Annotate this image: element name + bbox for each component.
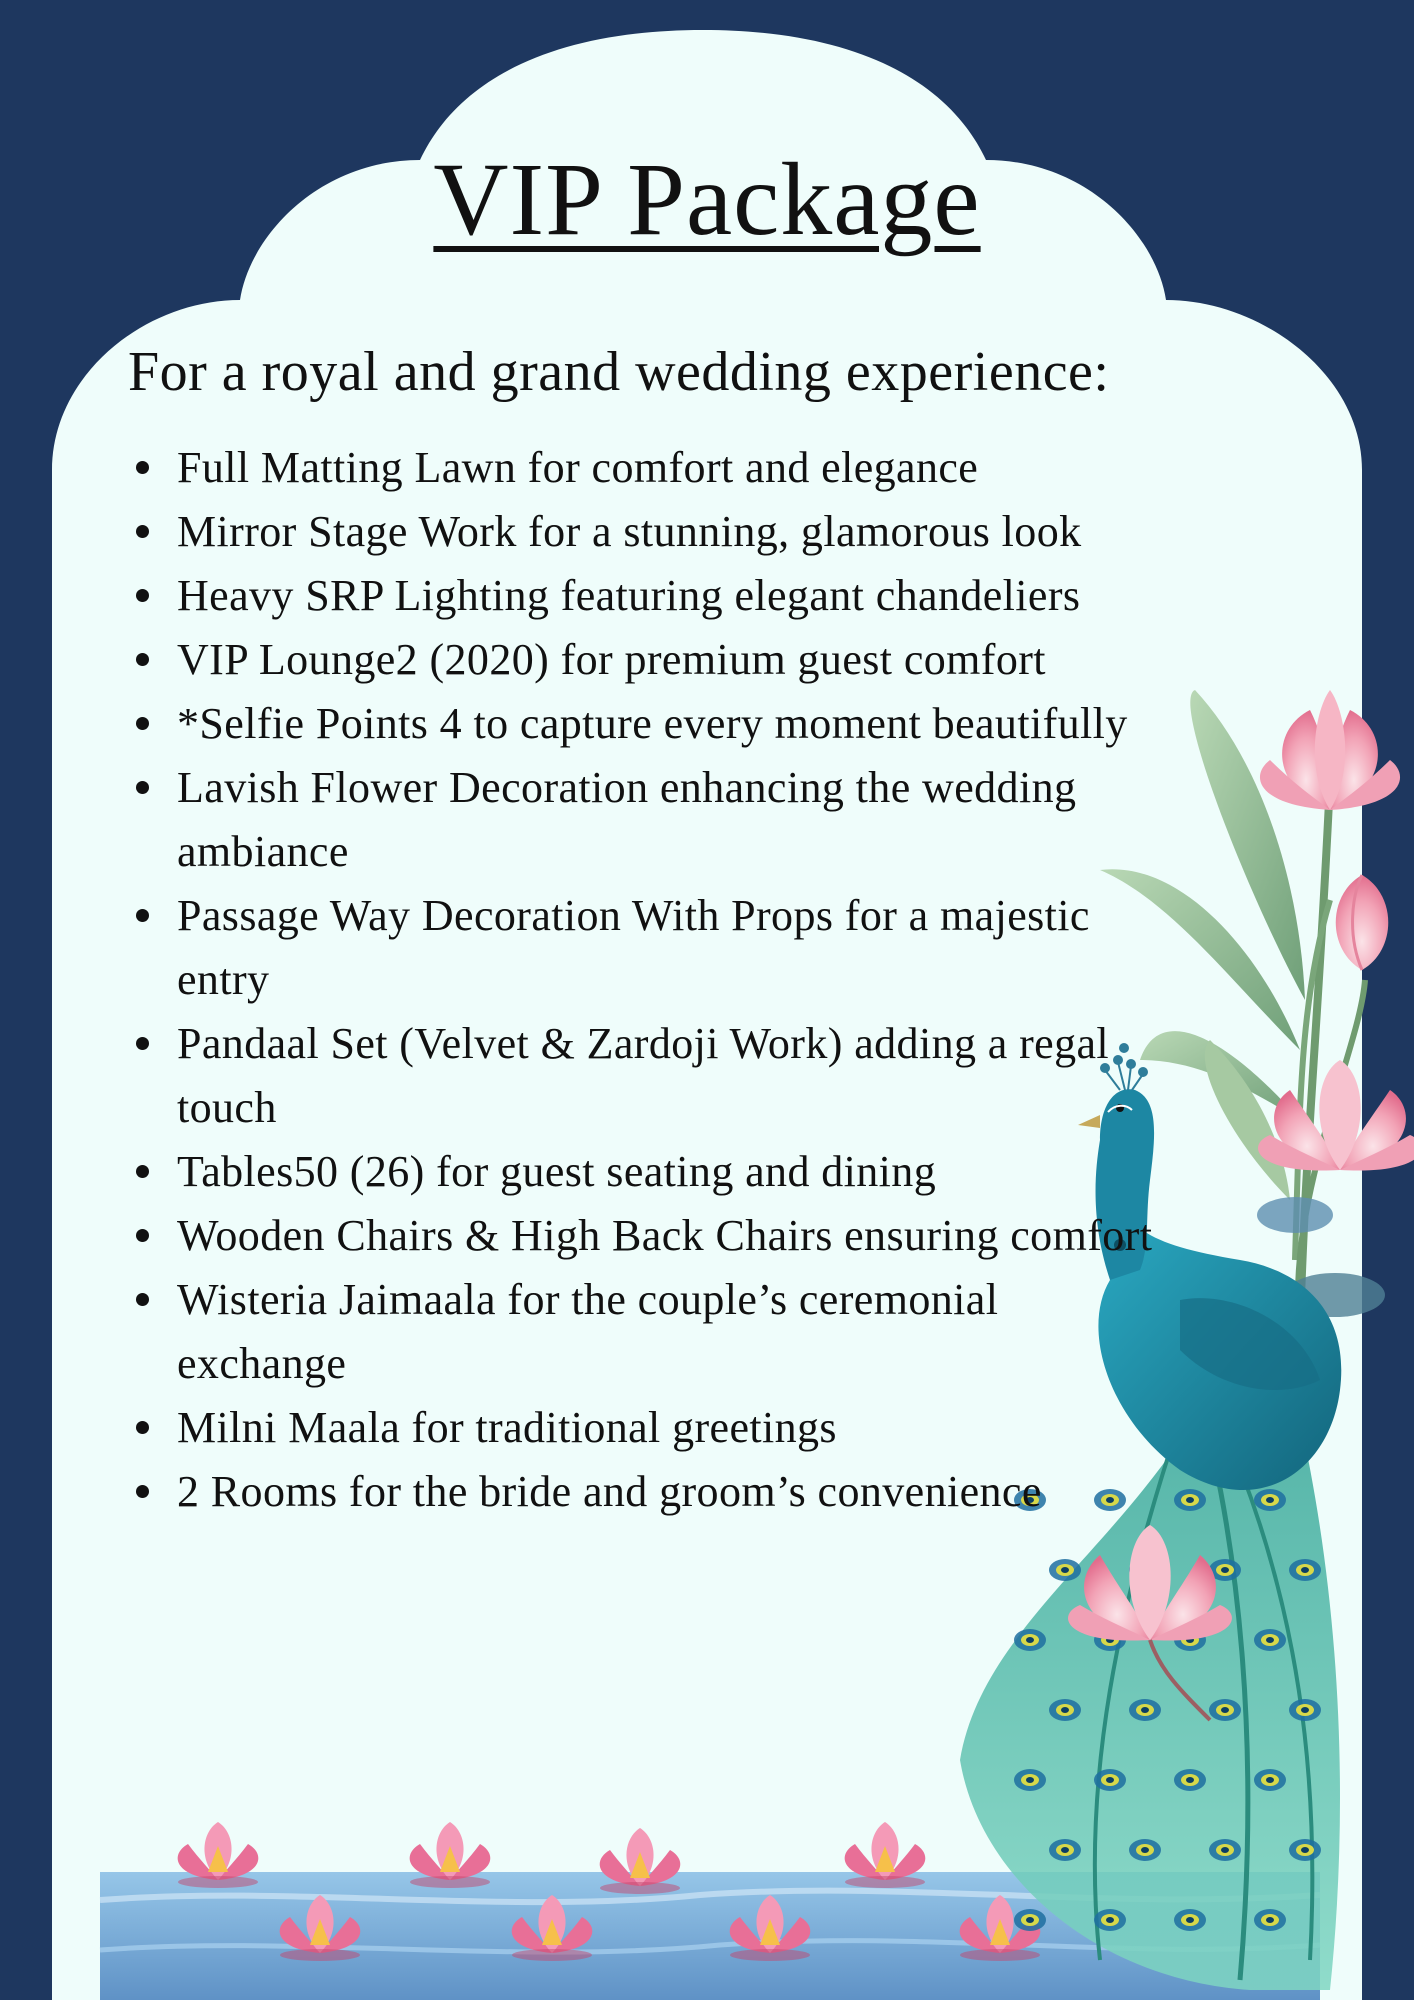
tail-eye-icon [1289,1559,1321,1581]
feature-label: Wisteria Jaimaala for the couple’s ceremonial exchange [177,1275,999,1388]
bullet-icon [136,1165,149,1178]
feature-label: Pandaal Set (Velvet & Zardoji Work) adding a regal touch [177,1019,1110,1132]
tail-eye-icon [1174,1909,1206,1931]
feature-label: Full Matting Lawn for comfort and elegance [177,443,979,492]
tail-eye-icon [1014,1769,1046,1791]
feature-list-item [130,564,1160,628]
tail-eye-icon [1254,1629,1286,1651]
tail-eye-icon [1209,1699,1241,1721]
feature-list-item [130,1204,1160,1268]
tail-eye-icon [1254,1489,1286,1511]
tail-eye-icon [1129,1839,1161,1861]
feature-label: 2 Rooms for the bride and groom’s convenience [177,1467,1042,1516]
tail-eye-icon [1209,1839,1241,1861]
feature-list [130,436,1160,1524]
tail-eye-icon [1129,1699,1161,1721]
page-subtitle: For a royal and grand wedding experience: [128,341,1110,403]
feature-label: Passage Way Decoration With Props for a majestic entry [177,891,1090,1004]
feature-list-item [130,1396,1160,1460]
tail-eye-icon [1049,1699,1081,1721]
bullet-icon [136,461,149,474]
feature-list-item [130,1268,1160,1396]
tail-eye-icon [1254,1909,1286,1931]
feature-label: Lavish Flower Decoration enhancing the wedding ambiance [177,763,1077,876]
feature-list-item [130,1140,1160,1204]
bullet-icon [136,1293,149,1306]
page-title: VIP Package [433,142,981,257]
feature-label: Heavy SRP Lighting featuring elegant chandeliers [177,571,1081,620]
bullet-icon [136,525,149,538]
tail-eye-icon [1254,1769,1286,1791]
tail-eye-icon [1289,1839,1321,1861]
tail-eye-icon [1014,1629,1046,1651]
tail-eye-icon [1094,1769,1126,1791]
feature-label: Mirror Stage Work for a stunning, glamorous look [177,507,1082,556]
feature-list-item [130,756,1160,884]
feature-label: Milni Maala for traditional greetings [177,1403,837,1452]
bullet-icon [136,589,149,602]
bullet-icon [136,909,149,922]
feature-label: Wooden Chairs & High Back Chairs ensuring comfort [177,1211,1153,1260]
bullet-icon [136,1037,149,1050]
tail-eye-icon [1174,1769,1206,1791]
tail-eye-icon [1289,1699,1321,1721]
tail-eye-icon [1049,1559,1081,1581]
feature-list-item [130,1012,1160,1140]
feature-list-item [130,884,1160,1012]
tail-eye-icon [1174,1489,1206,1511]
tail-eye-icon [1014,1909,1046,1931]
feature-list-item [130,1460,1160,1524]
feature-list-item [130,628,1160,692]
feature-list-item [130,500,1160,564]
bullet-icon [136,1421,149,1434]
feature-label: Tables50 (26) for guest seating and dining [177,1147,937,1196]
tail-eye-icon [1094,1909,1126,1931]
feature-label: *Selfie Points 4 to capture every moment beautifully [177,699,1128,748]
bullet-icon [136,653,149,666]
bullet-icon [136,781,149,794]
bullet-icon [136,1485,149,1498]
feature-list-item [130,436,1160,500]
bullet-icon [136,717,149,730]
bullet-icon [136,1229,149,1242]
tail-eye-icon [1049,1839,1081,1861]
feature-label: VIP Lounge2 (2020) for premium guest comfort [177,635,1046,684]
feature-list-item [130,692,1160,756]
